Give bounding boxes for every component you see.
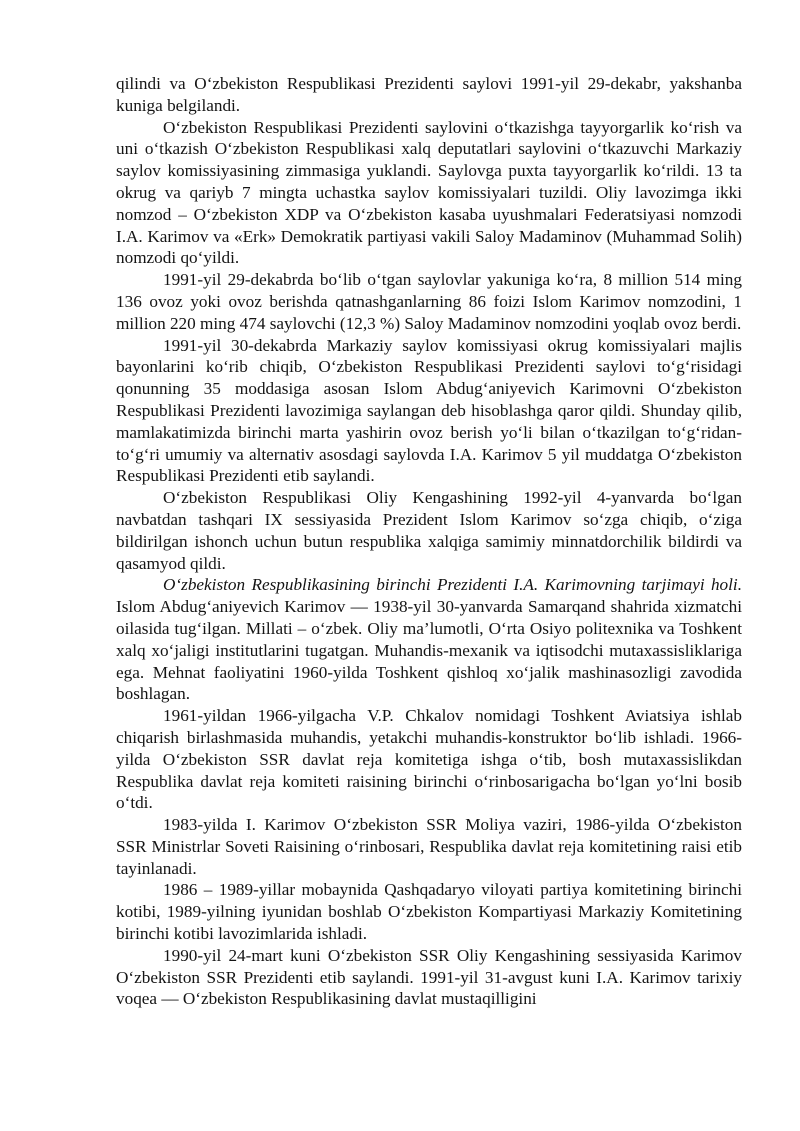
paragraph-finance-minister: 1983-yilda I. Karimov O‘zbekiston SSR Moliya vaziri, 1986-yilda O‘zbekiston SSR Ministrlar Soveti Raisining o‘rinbosari, Respublika davlat reja komitetining raisi etib tayinlanadi. bbox=[116, 815, 742, 878]
paragraph-party-secretary: 1986 – 1989-yillar mobaynida Qashqadaryo viloyati partiya komitetining birinchi kotibi, 1989-yilning iyunidan boshlab O‘zbekiston Kompartiyasi Markaziy Komitetining birinchi kotibi lavozimlarida ishladi. bbox=[116, 880, 742, 944]
paragraph-election-results: 1991-yil 29-dekabrda bo‘lib o‘tgan saylovlar yakuniga ko‘ra, 8 million 514 ming 136 ovoz yoki ovoz berishda qatnashganlarning 86 foizi Islom Karimov nomzodini, 1 million 220 ming 474 saylovchi (12,3 %) Saloy Madaminov nomzodini yoqlab ovoz berdi. bbox=[116, 270, 742, 333]
biography-heading: O‘zbekiston Respublikasining birinchi Prezidenti I.A. Karimovning tarjimayi holi. bbox=[163, 575, 742, 595]
paragraph-biography bbox=[116, 574, 742, 705]
biography-text: Islom Abdug‘aniyevich Karimov — 1938-yil 30-yanvarda Samarqand shahrida xizmatchi oilasida tug‘ilgan. Millati – o‘zbek. Oliy ma’lumotli, O‘rta Osiyo politexnika va Toshkent xalq xo‘jaligi institutlarini tugatgan. Muhandis-mexanik va iqtisodchi mutaxassisliklariga ega. Mehnat faoliyatini 1960-yilda Toshkent qishloq xo‘jalik mashinasozligi zavodida boshlagan. bbox=[116, 597, 742, 704]
paragraph-oath-session: O‘zbekiston Respublikasi Oliy Kengashining 1992-yil 4-yanvarda bo‘lgan navbatdan tashqari IX sessiyasida Prezident Islom Karimov so‘zga chiqib, o‘ziga bildirilgan ishonch uchun butun respublika xalqiga samimiy minnatdorchilik bildirdi va qasamyod qildi. bbox=[116, 488, 742, 573]
paragraph-presidency: 1990-yil 24-mart kuni O‘zbekiston SSR Oliy Kengashining sessiyasida Karimov O‘zbekiston SSR Prezidenti etib saylandi. 1991-yil 31-avgust kuni I.A. Karimov tarixiy voqea — O‘zbekiston Respublikasining davlat mustaqilligini bbox=[116, 945, 742, 1009]
paragraph-election-preparation: O‘zbekiston Respublikasi Prezidenti saylovini o‘tkazishga tayyorgarlik ko‘rish va uni o‘tkazish O‘zbekiston Respublikasi xalq deputatlari saylovini o‘tkazuvchi Markaziy saylov komissiyasining zimmasiga yuklandi. Saylovga puxta tayyorgarlik ko‘rildi. 13 ta okrug va qariyb 7 mingta uchastka saylov komissiyalari tuzildi. Oliy lavozimga ikki nomzod – O‘zbekiston XDP va O‘zbekiston kasaba uyushmalari Federatsiyasi nomzodi I.A. Karimov va «Erk» Demokratik partiyasi vakili Saloy Madaminov (Muhammad Solih) nomzodi qo‘yildi. bbox=[116, 117, 742, 268]
paragraph-aviation-career: 1961-yildan 1966-yilgacha V.P. Chkalov nomidagi Toshkent Aviatsiya ishlab chiqarish birlashmasida muhandis, yetakchi muhandis-konstruktor bo‘lib ishladi. 1966-yilda O‘zbekiston SSR davlat reja komitetiga ishga o‘tib, bosh mutaxassislikdan Respublika davlat reja komiteti raisining birinchi o‘rinbosarigacha bo‘lgan yo‘lni bosib o‘tdi. bbox=[116, 706, 742, 813]
paragraph-commission-decision: 1991-yil 30-dekabrda Markaziy saylov komissiyasi okrug komissiyalari majlis bayonlarini ko‘rib chiqib, O‘zbekiston Respublikasi Prezidenti saylovi to‘g‘risidagi qonunning 35 moddasiga asosan Islom Abdug‘aniyevich Karimovni O‘zbekiston Respublikasi Prezidenti lavozimiga saylangan deb hisoblashga qaror qildi. Shunday qilib, mamlakatimizda birinchi marta yashirin ovoz berish yo‘li bilan o‘tkazilgan to‘g‘ridan-to‘g‘ri umumiy va alternativ asosdagi saylovda I.A. Karimov 5 yil muddatga O‘zbekiston Respublikasi Prezidenti etib saylandi. bbox=[116, 335, 742, 486]
paragraph-election-date: qilindi va O‘zbekiston Respublikasi Prezidenti saylovi 1991-yil 29-dekabr, yakshanba kuniga belgilandi. bbox=[116, 74, 742, 115]
